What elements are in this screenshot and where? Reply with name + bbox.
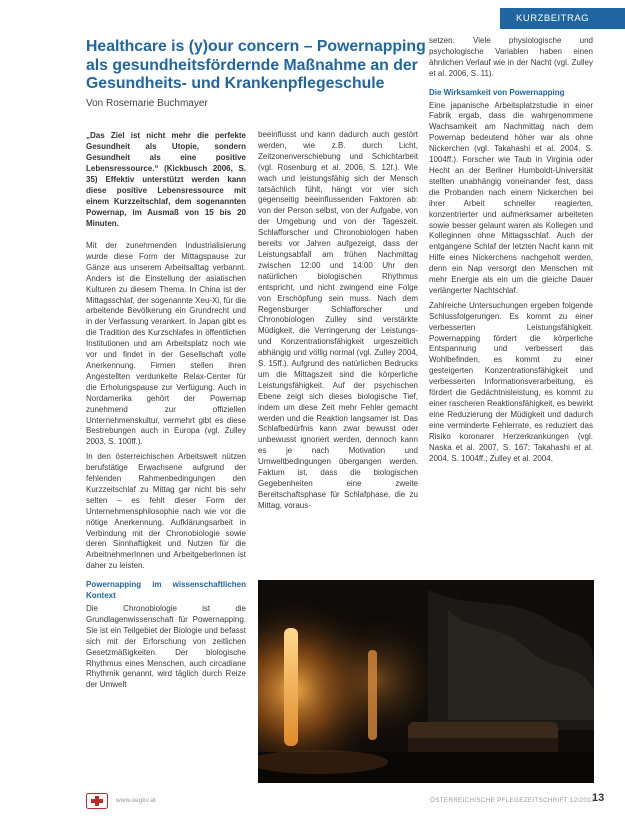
lead-paragraph: „Das Ziel ist nicht mehr die perfekte Gesundheit als Utopie, sondern Gesundheit als eine positive Lebensressource.“ (Kickbusch 2006, S. 35) Effektiv unterstützt werden kann diese positive Lebensressource mit einem Kurzzeitschlaf, dem sogenannten Powernap, im Ausmaß von 15 bis 20 Minuten. — [86, 131, 246, 228]
body-paragraph: beeinflusst und kann dadurch auch gestört werden, wie z.B. durch Licht, Zeitzonenverschiebung und Schichtarbeit (vgl. Rosenburg et al. 2006, S. 12f.). Wie wach und leistungsfähig sich der Mensch tatsächlich fühlt, hängt vor vier sich gegenseitig beeinflussenden Faktoren ab: von der Person selbst, von der Aufgabe, von der Umgebung und von der Tageszeit. Schlafforscher und Chronobiologen haben bereits vor Jahren aufgezeigt, dass der Leistungsabfall am frühen Nachmittag zwischen 12:00 und 14:00 Uhr den natürlichen biologischen Rhythmus entspricht, und nicht zwingend eine Folge von Erschöpfung sein muss. Nach dem Regensburger Schlafforscher und Chronobiologen Zulley sind verstärkte Müdigkeit, die Verringerung der Leistungs- und Konzentrationsfähigkeit urgeszeitlich abhängig und völlig normal (vgl. Zulley 2004, S. 15ff.). Aufgrund des natürlichen Bedrucks um die Mittagszeit sind die körperliche Leistungsfähigkeit. Auf der psychischen Ebene zeigt sich dieses biologische Tief, indem um diese Zeit mehr Fehler gemacht werden und die Reaktion langsamer ist. Das Schlafbedürfnis kann zwar bewusst oder unbewusst ignoriert werden, dennoch kann es je nach Motivation und Umweltbedingungen übergangen werden. Faktum ist, dass die biologischen Gegebenheiten eine zweite Bereitschaftsphase für Schlafphase, die zu Mittag, voraus- — [258, 130, 418, 510]
text-column-3 — [429, 36, 593, 468]
article-title: Healthcare is (y)our concern – Powernapping als gesundheitsfördernde Maßnahme an der Gesundheits- und Krankenpflegeschule — [86, 38, 426, 92]
section-tag: KURZBEITRAG — [500, 8, 625, 29]
text-column-1 — [86, 130, 246, 695]
page-number: 13 — [592, 792, 605, 804]
article-author: Von Rosemarie Buchmayer — [86, 98, 208, 109]
body-paragraph: Mit der zunehmenden Industrialisierung wurde diese Form der Mittagspause zur Gänze aus unserem Arbeitsalltag verbannt. Anders ist die Einstellung der asiatischen Kulturen zu diesem Thema. In China ist der Mittagsschlaf, der sogenannte Xeu-Xi, für die arbeitende Bevölkerung ein Grundrecht und in der Verfassung verankert. In Japan gibt es die Tradition des Kurzschlafes in öffentlichen Institutionen und am Arbeitsplatz noch wie vor und findet in der Gesellschaft volle Anerkennung. Firmen stellen ihren Angestellten verdunkelte Relax-Center für die Erholungspause zur Verfügung. Auch in Nordamerika gehört der Powernap zunehmend zur offiziellen Unternehmenskultur, vermehrt gibt es diese Bestrebungen auch in Europa (vgl. Zulley 2003, S. 100ff.). — [86, 241, 246, 447]
body-paragraph: In den österreichischen Arbeitswelt nützen berufstätige Erwachsene aufgrund der fehlenden Rahmenbedingungen den Kurzzeitschlaf zu Mittag gar nicht bis sehr selten – es fehlt dieser Form der Unternehmensphilosophie nach wie vor die nötige Anerkennung. Aufklärungsarbeit in Verbindung mit der Chronobiologie sowie deren Sinnhaftigkeit und Nutzen für die ArbeitnehmerInnen und ArbeitgeberInnen ist daher zu leisten. — [86, 452, 246, 571]
footer-journal-name: ÖSTERREICHISCHE PFLEGEZEITSCHRIFT 12/2013 — [430, 797, 595, 804]
section-subhead: Powernapping im wissenschaftlichen Kontext — [86, 580, 246, 601]
text-column-2 — [258, 130, 418, 516]
footer-url: www.oegkv.at — [116, 797, 156, 804]
relaxation-room-image — [258, 580, 594, 783]
body-paragraph: setzen. Viele physiologische und psychologische Variablen haben einen ähnlichen Verlauf wie in der Nacht (vgl. Zulley et al. 2006, S. 11). — [429, 36, 593, 78]
body-paragraph: Die Chronobiologie ist die Grundlagenwissenschaft für Powernapping. Sie ist ein Teilgebiet der Biologie und befasst sich mit der Erforschung von zeitlichen Gesetzmäßigkeiten. Der biologische Rhythmus eines Menschen, auch circadiane Rhythmik genannt, wird täglich durch Reize der Umwelt — [86, 604, 246, 690]
relaxation-room-photo — [258, 580, 594, 783]
section-subhead: Die Wirksamkeit von Powernapping — [429, 87, 565, 97]
body-paragraph: Zahlreiche Untersuchungen ergeben folgende Schlussfolgerungen. Es kommt zu einer verbesserten Leistungsfähigkeit. Powernapping fördert die körperliche Entspannung und verbessert das Wohlbefinden, es kommt zu einer gesteigerten Konzentrationsfähigkeit und verbesserten Informationsverarbeitung, es fördert die Gedächtnisleistung, es kommt zu einer rascheren Reaktionsfähigkeit, es bewirkt eine Reduzierung der Müdigkeit und dadurch eine verminderte Fehlerrate, es reduziert das Risiko koronarer Herzerkrankungen (vgl. Naska et al. 2007, S. 167; Takahashi et al. 2004, S. 1004ff.; Zulley et al. 2004, — [429, 300, 593, 463]
body-paragraph: Eine japanische Arbeitsplatzstudie in einer Fabrik ergab, dass die wahrgenommene Wachsamkeit am Nachmittag nach dem Powernap bedeutend höher war als ohne Nickerchen (vgl. Takahashi et al. 2004, S. 1004ff.). Forscher wie Taub in Virginia oder Hecht an der Berliner Humboldt-Universität stellten unabhängig voneinander fest, dass die Probanden nach einem Nickerchen bei ihrer Arbeit schneller reagierten, konzentrierter und aufmerksamer arbeiteten sowie besser gelaunt waren als Kollegen und Kolleginnen ohne Mittagsschlaf. Auch der entgangene Schlaf der letzten Nacht kann mit Hilfe eines Nickerchens nachgeholt werden, denn ein Nap versorgt den Menschen mit mehr Energie als ein um die gleiche Dauer verlängerter Nachtschlaf. — [429, 100, 593, 295]
oegkv-logo-icon — [86, 793, 108, 809]
